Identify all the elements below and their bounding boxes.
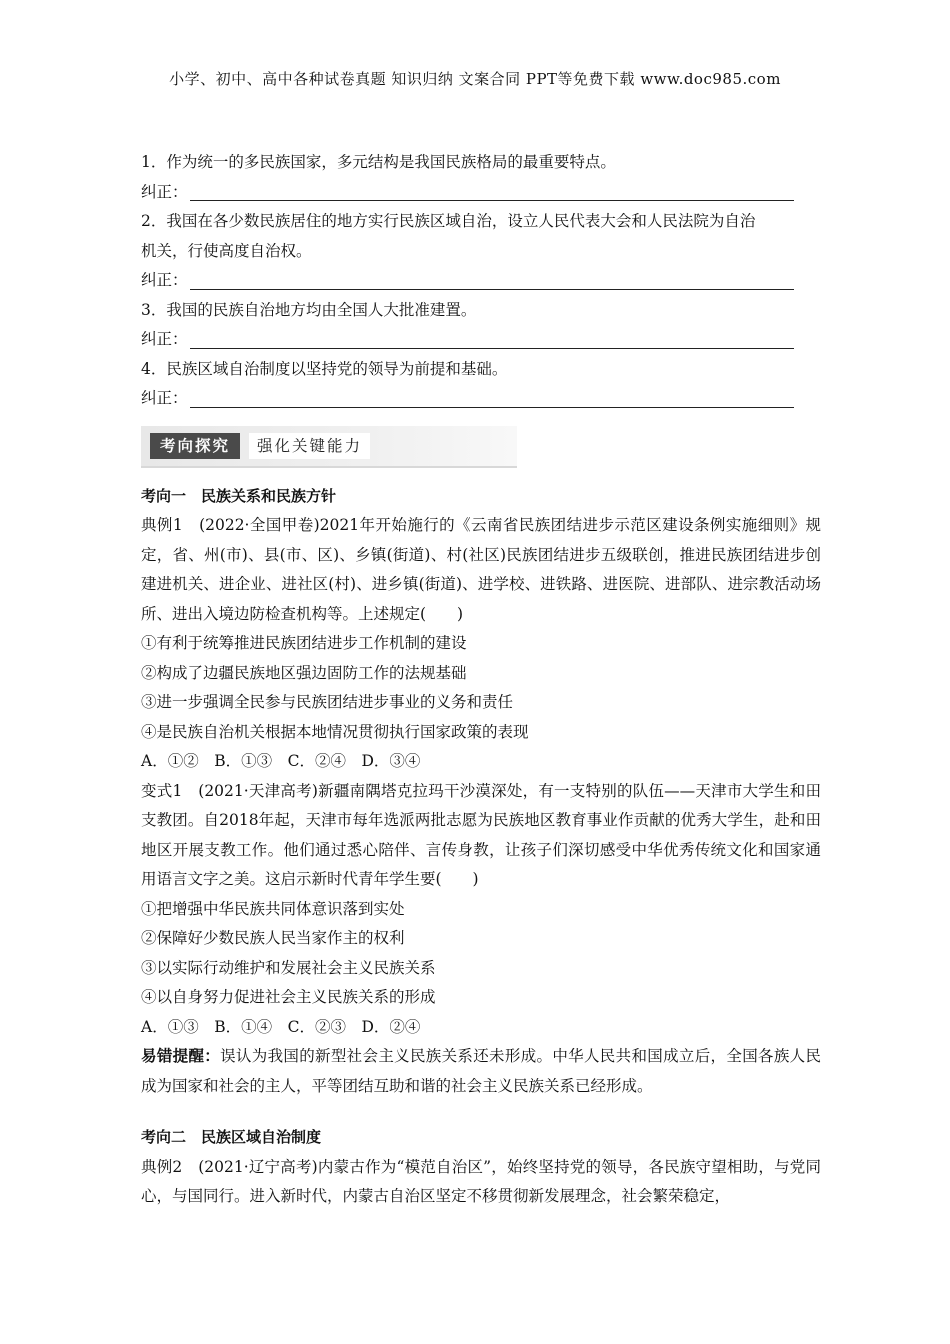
page-header: 小学、初中、高中各种试卷真题 知识归纳 文案合同 PPT等免费下载 www.doc985.com bbox=[169, 70, 781, 88]
option-item: ④以自身努力促进社会主义民族关系的形成 bbox=[141, 988, 436, 1006]
error-tip bbox=[141, 1042, 821, 1101]
error-tip-label: 易错提醒： bbox=[141, 1047, 221, 1065]
correction-blank[interactable] bbox=[190, 328, 794, 349]
statement-4: 4．民族区域自治制度以坚持党的领导为前提和基础。 bbox=[141, 359, 508, 378]
correction-blank[interactable] bbox=[190, 387, 794, 408]
correction-label: 纠正： bbox=[141, 330, 188, 348]
option-item: ②保障好少数民族人民当家作主的权利 bbox=[141, 929, 405, 947]
option-item: ③进一步强调全民参与民族团结进步事业的义务和责任 bbox=[141, 693, 514, 711]
option-item: ②构成了边疆民族地区强边固防工作的法规基础 bbox=[141, 663, 467, 682]
example-2: 典例2 (2021·辽宁高考)内蒙古作为“模范自治区”，始终坚持党的领导，各民族守望相助，与党同心，与国同行。进入新时代，内蒙古自治区坚定不移贯彻新发展理念，社会繁荣稳定， bbox=[141, 1157, 821, 1205]
correction-4 bbox=[141, 384, 821, 414]
statement-3: 3．我国的民族自治地方均由全国人大批准建置。 bbox=[141, 300, 477, 319]
correction-3 bbox=[141, 325, 821, 355]
correction-blank[interactable] bbox=[190, 180, 794, 201]
option-item: ①有利于统筹推进民族团结进步工作机制的建设 bbox=[141, 634, 467, 652]
error-tip-text: 误认为我国的新型社会主义民族关系还未形成。中华人民共和国成立后，全国各族人民成为国家和社会的主人，平等团结互助和谐的社会主义民族关系已经形成。 bbox=[141, 1047, 821, 1095]
option-item: ③以实际行动维护和发展社会主义民族关系 bbox=[141, 958, 436, 977]
option-item: ①把增强中华民族共同体意识落到实处 bbox=[141, 899, 405, 918]
correction-blank[interactable] bbox=[190, 269, 794, 290]
option-item: ④是民族自治机关根据本地情况贯彻执行国家政策的表现 bbox=[141, 722, 529, 741]
statement-1: 1．作为统一的多民族国家，多元结构是我国民族格局的最重要特点。 bbox=[141, 153, 616, 171]
correction-label: 纠正： bbox=[141, 389, 188, 407]
example-1: 典例1 (2022·全国甲卷)2021年开始施行的《云南省民族团结进步示范区建设条例实施细则》规定，省、州(市)、县(市、区)、乡镇(街道)、村(社区)民族团结进步五级联创，推进民族团结进步创建进机关、进企业、进社区(村)、进乡镇(街道)、进学校、进铁路、进医院、进部队、进宗教活动场所、进出入境边防检查机构等。上述规定( ) bbox=[141, 516, 821, 623]
section-heading-1: 考向一 民族关系和民族方针 bbox=[141, 486, 337, 505]
banner-subtitle: 强化关键能力 bbox=[249, 433, 370, 459]
correction-label: 纠正： bbox=[141, 182, 188, 201]
correction-2 bbox=[141, 266, 821, 296]
section-banner bbox=[141, 426, 517, 468]
section-heading-2: 考向二 民族区域自治制度 bbox=[141, 1128, 322, 1146]
statement-2-line-2: 机关，行使高度自治权。 bbox=[141, 241, 312, 260]
banner-title: 考向探究 bbox=[150, 433, 240, 459]
correction-1 bbox=[141, 178, 821, 208]
variant-1: 变式1 (2021·天津高考)新疆南隅塔克拉玛干沙漠深处，有一支特别的队伍——天津市大学生和田支教团。自2018年起，天津市每年选派两批志愿为民族地区教育事业作贡献的优秀大学生，赴和田地区开展支教工作。他们通过悉心陪伴、言传身教，让孩子们深切感受中华优秀传统文化和国家通用语言文字之美。这启示新时代青年学生要( ) bbox=[141, 781, 821, 888]
statement-2-line-1: 2．我国在各少数民族居住的地方实行民族区域自治，设立人民代表大会和人民法院为自治 bbox=[141, 212, 756, 230]
correction-label: 纠正： bbox=[141, 271, 188, 289]
document-body bbox=[141, 148, 821, 1212]
answer-choices: A．①③ B．①④ C．②③ D．②④ bbox=[141, 1017, 421, 1036]
answer-choices: A．①② B．①③ C．②④ D．③④ bbox=[141, 752, 421, 770]
